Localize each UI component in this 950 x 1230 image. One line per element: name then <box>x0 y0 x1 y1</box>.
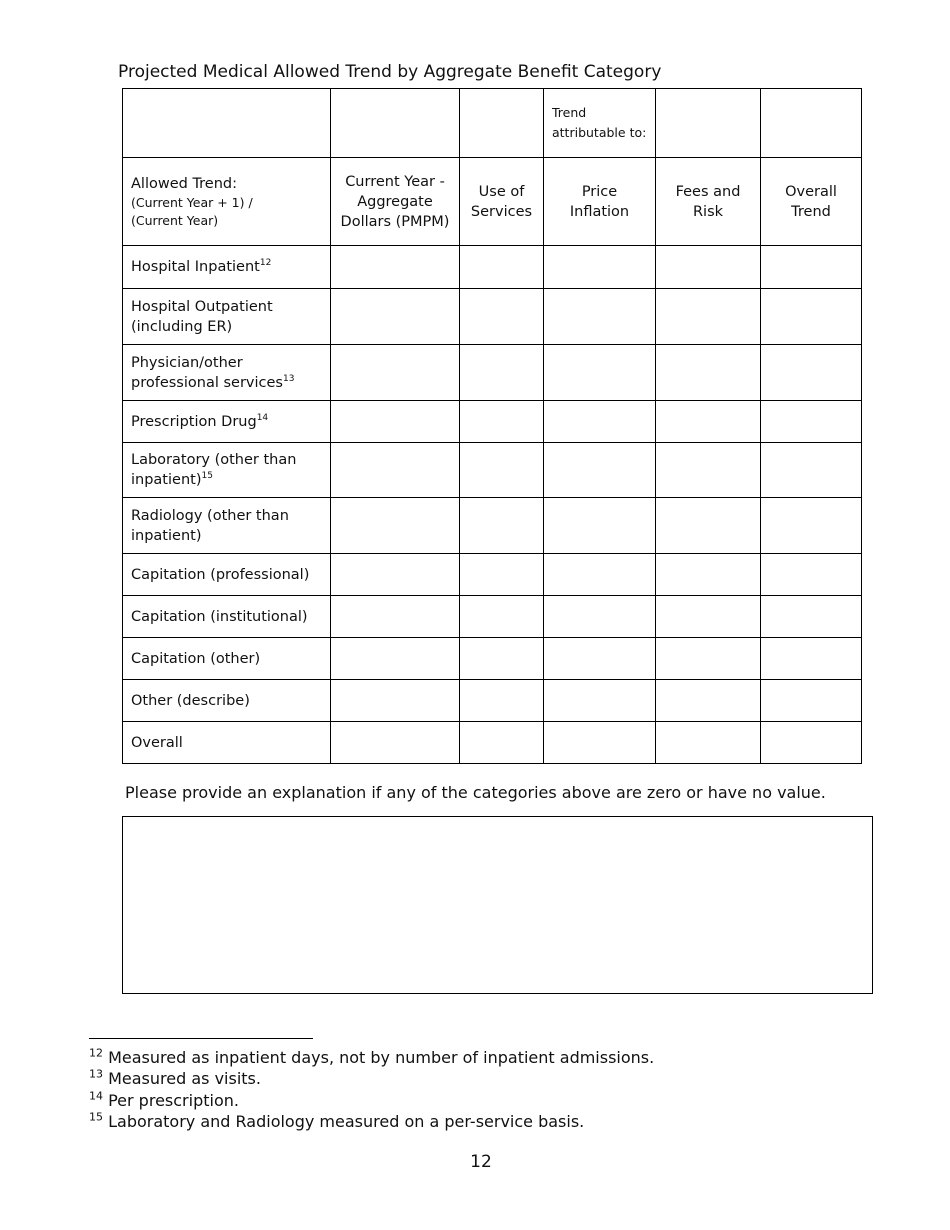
value-cell[interactable] <box>331 554 460 596</box>
row-label-text: Laboratory (other than inpatient) <box>131 452 297 488</box>
row-label-text: Physician/other professional services <box>131 354 283 391</box>
header-blank-cell <box>460 89 544 158</box>
row-label-text: Prescription Drug <box>131 413 257 430</box>
footnote-number: 14 <box>89 1089 103 1103</box>
current-year-header: Current Year - Aggregate Dollars (PMPM) <box>331 158 460 246</box>
table-row <box>123 443 862 498</box>
value-cell[interactable] <box>331 289 460 345</box>
table-row <box>123 554 862 596</box>
value-cell[interactable] <box>761 401 862 443</box>
value-cell[interactable] <box>460 289 544 345</box>
value-cell[interactable] <box>544 289 656 345</box>
value-cell[interactable] <box>460 722 544 764</box>
row-label-text: Capitation (other) <box>131 650 261 667</box>
table-body <box>123 246 862 764</box>
table-row <box>123 638 862 680</box>
value-cell[interactable] <box>761 498 862 554</box>
footnote-text: Laboratory and Radiology measured on a per-service basis. <box>108 1111 585 1131</box>
row-label-text: Overall <box>131 734 183 751</box>
value-cell[interactable] <box>656 722 761 764</box>
footnote <box>89 1068 654 1089</box>
table-row <box>123 289 862 345</box>
footnote-divider <box>89 1038 313 1039</box>
table-row <box>123 345 862 401</box>
value-cell[interactable] <box>331 638 460 680</box>
row-label <box>123 722 331 764</box>
value-cell[interactable] <box>331 443 460 498</box>
value-cell[interactable] <box>544 345 656 401</box>
use-of-services-header: Use of Services <box>460 158 544 246</box>
value-cell[interactable] <box>761 246 862 289</box>
value-cell[interactable] <box>656 638 761 680</box>
value-cell[interactable] <box>460 401 544 443</box>
value-cell[interactable] <box>544 246 656 289</box>
footnote-ref: 15 <box>201 471 213 482</box>
value-cell[interactable] <box>544 401 656 443</box>
page-title: Projected Medical Allowed Trend by Aggregate Benefit Category <box>118 62 662 82</box>
overall-trend-header: Overall Trend <box>761 158 862 246</box>
page-number: 12 <box>470 1152 492 1172</box>
value-cell[interactable] <box>331 246 460 289</box>
footnote <box>89 1111 654 1132</box>
table-group-header-row <box>123 89 862 158</box>
footnote-ref: 13 <box>282 373 295 384</box>
row-label-text: Capitation (institutional) <box>131 608 308 625</box>
table-row <box>123 498 862 554</box>
row-label <box>123 401 331 443</box>
trend-table <box>122 88 862 764</box>
footnote-text: Measured as inpatient days, not by number of inpatient admissions. <box>108 1048 655 1067</box>
row-label <box>123 596 331 638</box>
fees-and-risk-header: Fees and Risk <box>656 158 761 246</box>
value-cell[interactable] <box>331 345 460 401</box>
table-column-header-row <box>123 158 862 246</box>
row-label <box>123 638 331 680</box>
row-label <box>123 246 331 289</box>
value-cell[interactable] <box>656 401 761 443</box>
footnote-ref: 12 <box>259 258 272 269</box>
value-cell[interactable] <box>460 443 544 498</box>
explanation-prompt: Please provide an explanation if any of the categories above are zero or have no value. <box>125 783 826 802</box>
row-label <box>123 554 331 596</box>
allowed-trend-formula-2: (Current Year) <box>131 212 219 228</box>
row-label <box>123 680 331 722</box>
value-cell[interactable] <box>656 246 761 289</box>
footnote-number: 15 <box>89 1110 103 1124</box>
row-label-text: Hospital Inpatient <box>131 259 260 275</box>
value-cell[interactable] <box>656 680 761 722</box>
value-cell[interactable] <box>656 498 761 554</box>
value-cell[interactable] <box>460 246 544 289</box>
table-row <box>123 680 862 722</box>
value-cell[interactable] <box>544 638 656 680</box>
table-row <box>123 246 862 289</box>
allowed-trend-formula-1: (Current Year + 1) / <box>131 194 253 210</box>
value-cell[interactable] <box>460 498 544 554</box>
value-cell[interactable] <box>656 443 761 498</box>
value-cell[interactable] <box>656 554 761 596</box>
row-label-text: Hospital Outpatient (including ER) <box>131 298 273 335</box>
value-cell[interactable] <box>761 443 862 498</box>
value-cell[interactable] <box>544 722 656 764</box>
footnote-number: 13 <box>89 1067 103 1081</box>
value-cell[interactable] <box>761 638 862 680</box>
header-blank-cell <box>656 89 761 158</box>
value-cell[interactable] <box>331 722 460 764</box>
value-cell[interactable] <box>761 554 862 596</box>
table-row <box>123 401 862 443</box>
value-cell[interactable] <box>460 345 544 401</box>
value-cell[interactable] <box>544 596 656 638</box>
footnote-text: Per prescription. <box>108 1090 239 1110</box>
value-cell[interactable] <box>460 554 544 596</box>
value-cell[interactable] <box>544 554 656 596</box>
value-cell[interactable] <box>331 498 460 554</box>
value-cell[interactable] <box>656 596 761 638</box>
value-cell[interactable] <box>460 638 544 680</box>
value-cell[interactable] <box>544 443 656 498</box>
value-cell[interactable] <box>544 680 656 722</box>
value-cell[interactable] <box>656 289 761 345</box>
footnote-ref: 14 <box>256 412 269 423</box>
footnote-text: Measured as visits. <box>108 1069 261 1089</box>
header-blank-cell <box>761 89 862 158</box>
footnote <box>89 1090 654 1111</box>
header-blank-cell <box>331 89 460 158</box>
row-label-text: Radiology (other than inpatient) <box>131 507 289 544</box>
value-cell[interactable] <box>331 401 460 443</box>
value-cell[interactable] <box>761 596 862 638</box>
value-cell[interactable] <box>544 498 656 554</box>
row-label <box>123 345 331 401</box>
value-cell[interactable] <box>761 680 862 722</box>
footnote <box>89 1047 654 1068</box>
row-label-text: Other (describe) <box>131 692 250 709</box>
allowed-trend-title: Allowed Trend: <box>131 175 238 192</box>
value-cell[interactable] <box>761 722 862 764</box>
value-cell[interactable] <box>761 345 862 401</box>
value-cell[interactable] <box>761 289 862 345</box>
header-blank-cell <box>123 89 331 158</box>
value-cell[interactable] <box>331 596 460 638</box>
explanation-input[interactable] <box>122 816 873 994</box>
row-label <box>123 443 331 498</box>
value-cell[interactable] <box>460 596 544 638</box>
footnote-number: 12 <box>89 1046 103 1060</box>
price-inflation-header: Price Inflation <box>544 158 656 246</box>
table-row <box>123 722 862 764</box>
value-cell[interactable] <box>656 345 761 401</box>
row-label <box>123 289 331 345</box>
value-cell[interactable] <box>460 680 544 722</box>
table-row <box>123 596 862 638</box>
trend-attributable-header: Trend attributable to: <box>544 89 656 158</box>
row-label-text: Capitation (professional) <box>131 566 310 583</box>
value-cell[interactable] <box>331 680 460 722</box>
allowed-trend-header <box>123 158 331 246</box>
footnotes <box>89 1047 654 1132</box>
row-label <box>123 498 331 554</box>
